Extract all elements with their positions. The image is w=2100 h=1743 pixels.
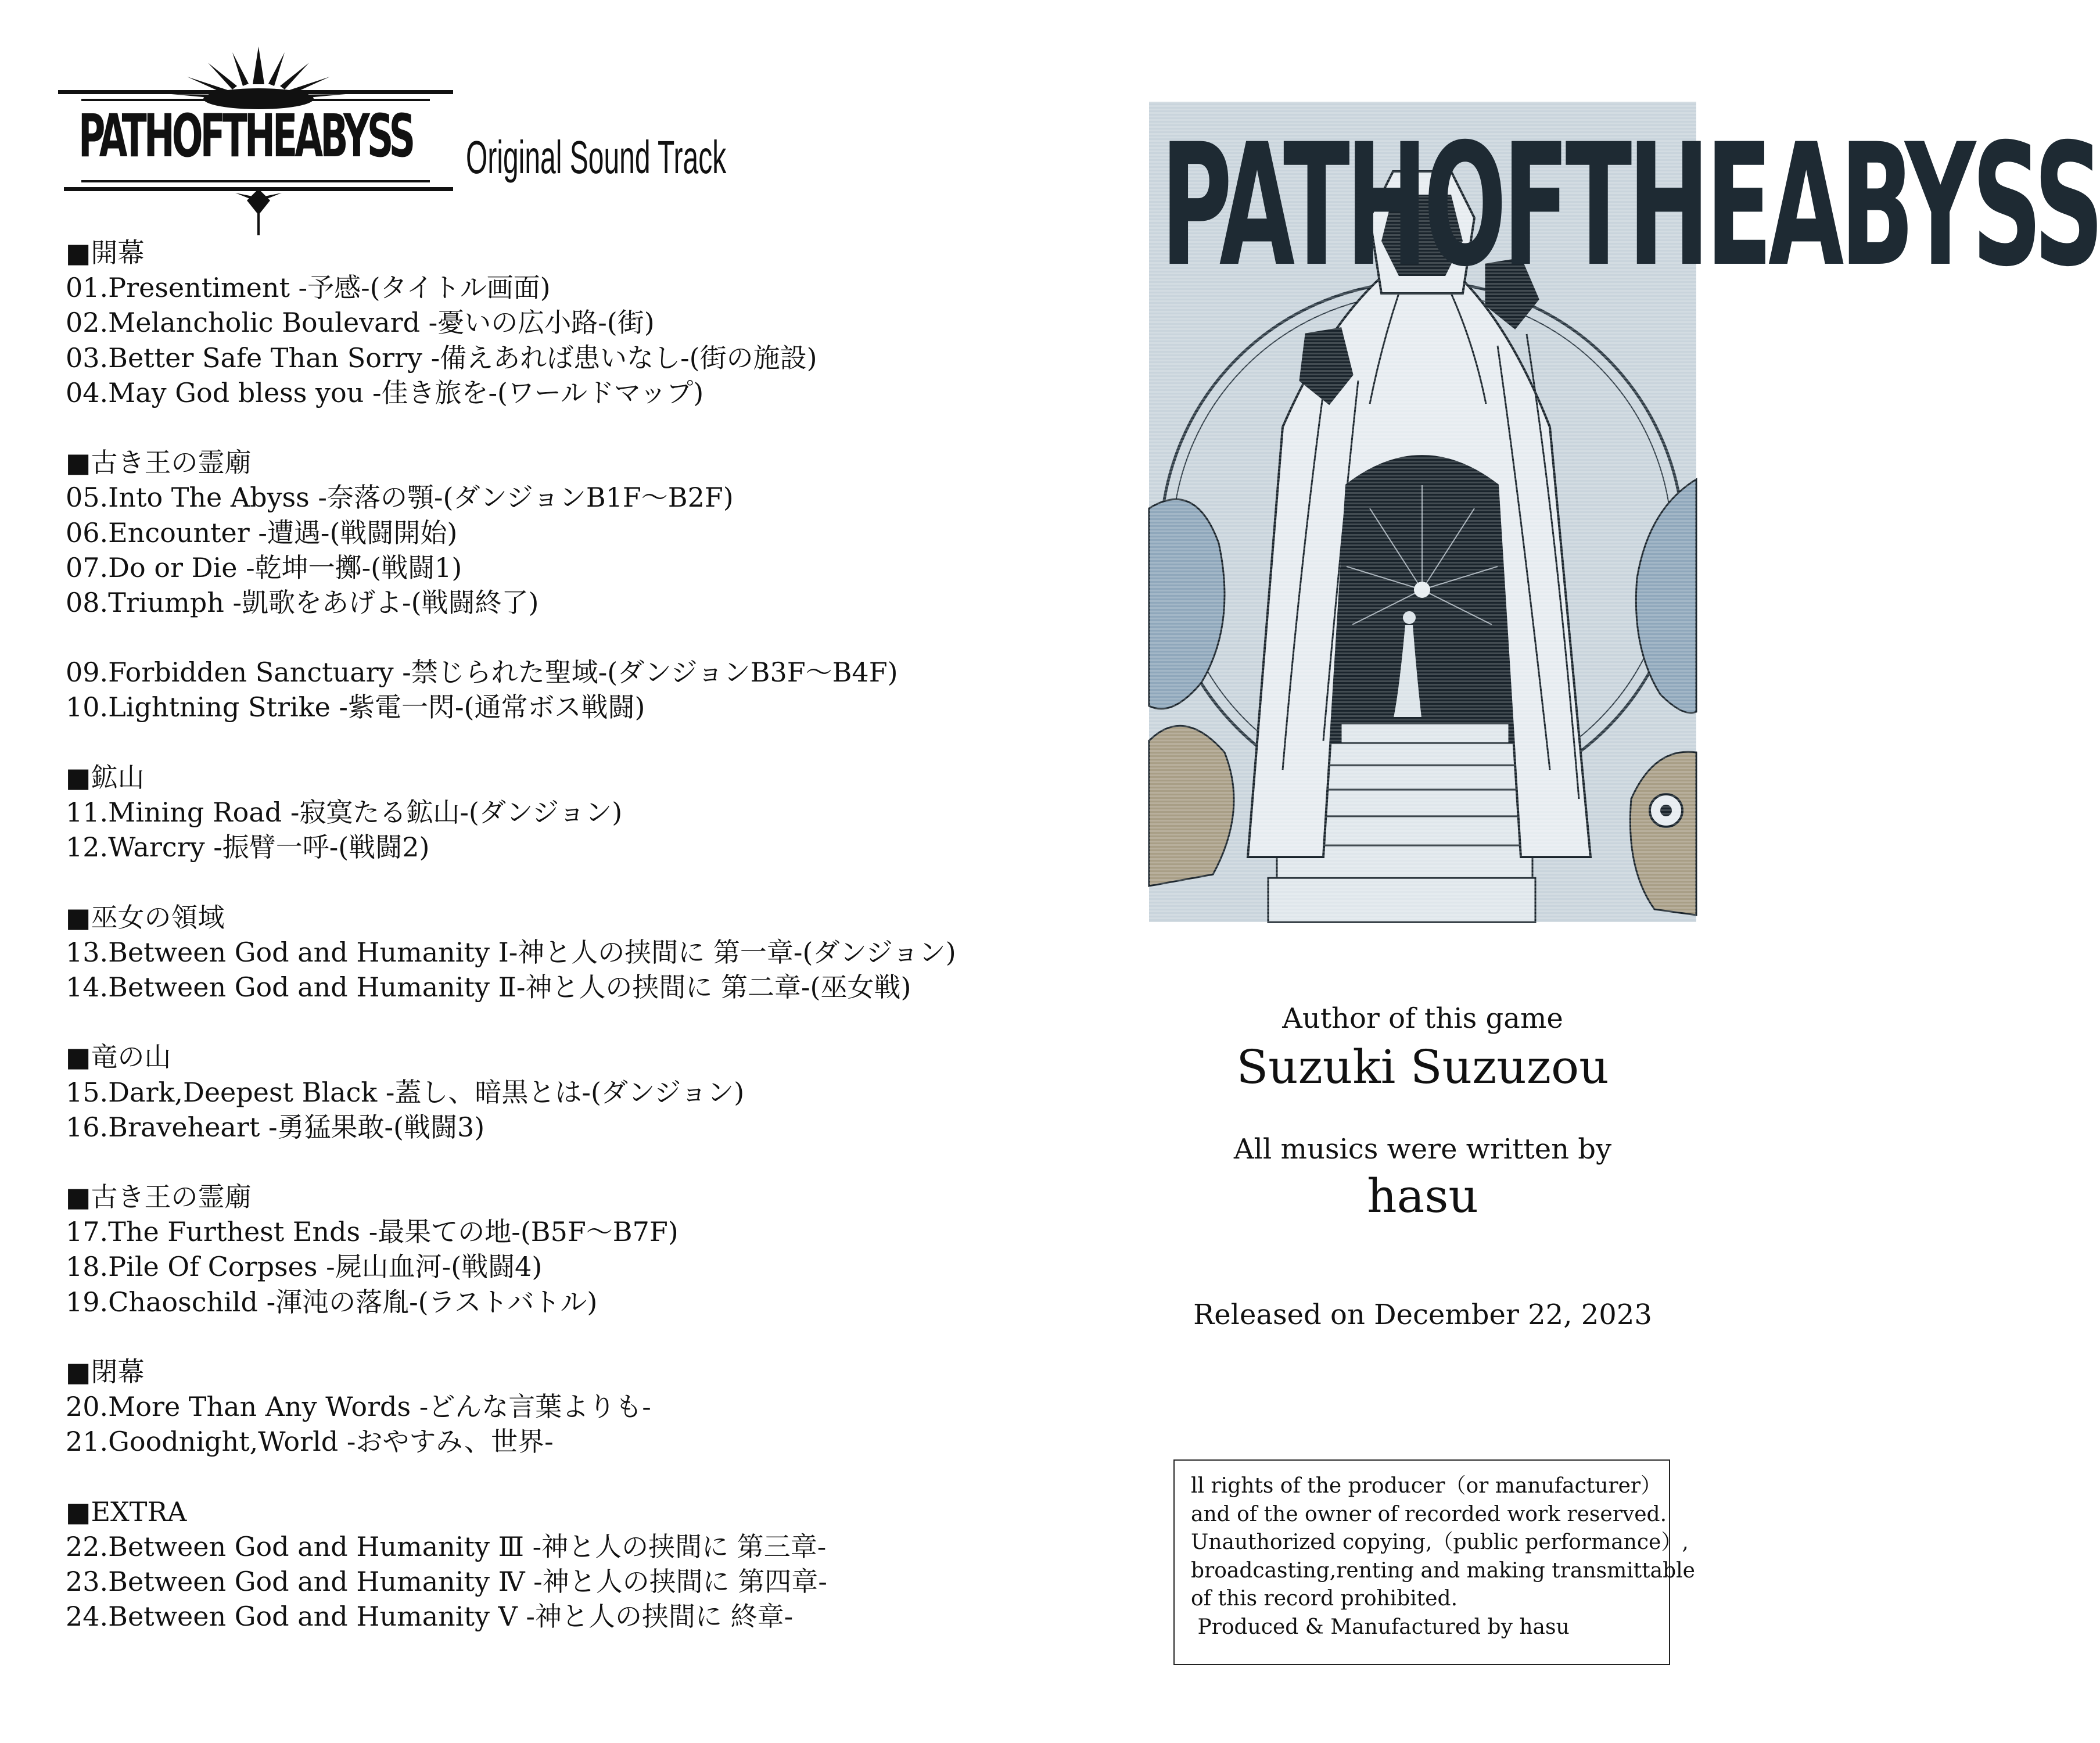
track-item: 01.Presentiment -予感-(タイトル画面) (66, 272, 551, 304)
album-subtitle: Original Sound Track (466, 131, 727, 183)
track-item: 15.Dark,Deepest Black -蓋し、暗黒とは-(ダンジョン) (66, 1076, 745, 1108)
track-item: 20.More Than Any Words -どんな言葉よりも- (66, 1391, 651, 1423)
spacer (66, 1145, 1100, 1179)
spacer (66, 1319, 1100, 1354)
track-item: 06.Encounter -遭遇-(戦闘開始) (66, 517, 458, 548)
track-item: 12.Warcry -振臂一呼-(戦闘2) (66, 831, 430, 863)
music-label: All musics were written by (1233, 1133, 1612, 1165)
track-item: 16.Braveheart -勇猛果敢-(戦闘3) (66, 1111, 485, 1143)
spacer (66, 865, 1100, 899)
track-item: 22.Between God and Humanity Ⅲ -神と人の挟間に 第三章- (66, 1530, 827, 1562)
track-item: 13.Between God and Humanity Ⅰ-神と人の挟間に 第一章-(ダンジョン) (66, 936, 956, 968)
spacer (66, 410, 1100, 445)
legal-line: ll rights of the producer（or manufacturer） (1191, 1474, 1662, 1498)
cover-title: PATHOFTHEABYSS (1161, 108, 2100, 304)
legal-line: of this record prohibited. (1191, 1587, 1458, 1611)
track-item: 04.May God bless you -佳き旅を-(ワールドマップ) (66, 376, 704, 408)
track-item: 18.Pile Of Corpses -屍山血河-(戦闘4) (66, 1251, 543, 1283)
section-header: ■閉幕 (66, 1356, 145, 1387)
logo-text: PATHOFTHEABYSS (78, 102, 413, 171)
section-header: ■鉱山 (66, 761, 145, 793)
section-header: ■開幕 (66, 237, 145, 268)
track-item: 10.Lightning Strike -紫電一閃-(通常ボス戦闘) (66, 691, 645, 723)
section-header: ■竜の山 (66, 1041, 171, 1073)
tracklist (66, 235, 1100, 1634)
author-name: Suzuki Suzuzou (1236, 1040, 1609, 1094)
track-item: 11.Mining Road -寂寞たる鉱山-(ダンジョン) (66, 797, 623, 828)
legal-notice (1173, 1459, 1695, 1665)
release-date: Released on December 22, 2023 (1193, 1299, 1652, 1331)
author-label: Author of this game (1282, 1002, 1563, 1035)
spacer (66, 1459, 1100, 1494)
section-header: ■EXTRA (66, 1495, 187, 1527)
music-name: hasu (1367, 1169, 1478, 1223)
section-header: ■古き王の霊廟 (66, 1181, 252, 1213)
section-header: ■巫女の領域 (66, 901, 225, 933)
legal-line: and of the owner of recorded work reserved. (1191, 1502, 1667, 1526)
spacer (66, 620, 1100, 655)
track-item: 02.Melancholic Boulevard -憂いの広小路-(街) (66, 307, 655, 339)
track-item: 05.Into The Abyss -奈落の顎-(ダンジョンB1F〜B2F) (66, 482, 734, 514)
spacer (66, 1005, 1100, 1039)
track-item: 21.Goodnight,World -おやすみ、世界- (66, 1426, 554, 1458)
track-item: 07.Do or Die -乾坤一擲-(戦闘1) (66, 551, 462, 583)
track-item: 24.Between God and Humanity Ⅴ -神と人の挟間に 終章- (66, 1601, 794, 1633)
cover-art (1149, 102, 2100, 922)
track-item: 19.Chaoschild -渾沌の落胤-(ラストバトル) (66, 1286, 598, 1318)
track-item: 23.Between God and Humanity Ⅳ -神と人の挟間に 第四章- (66, 1566, 827, 1598)
game-logo (58, 41, 465, 238)
track-item: 09.Forbidden Sanctuary -禁じられた聖域-(ダンジョンB3F〜B4F) (66, 657, 898, 688)
spacer (66, 725, 1100, 760)
track-item: 17.The Furthest Ends -最果ての地-(B5F〜B7F) (66, 1216, 679, 1248)
track-item: 08.Triumph -凱歌をあげよ-(戦闘終了) (66, 586, 539, 618)
track-item: 14.Between God and Humanity Ⅱ-神と人の挟間に 第二章-(巫女戦) (66, 971, 911, 1003)
legal-line: Produced & Manufactured by hasu (1191, 1615, 1570, 1639)
section-header: ■古き王の霊廟 (66, 447, 252, 479)
legal-line: Unauthorized copying,（public performance）, (1191, 1530, 1689, 1555)
legal-line: broadcasting,renting and making transmittable (1191, 1558, 1695, 1583)
track-item: 03.Better Safe Than Sorry -備えあれば患いなし-(街の施設) (66, 342, 817, 374)
